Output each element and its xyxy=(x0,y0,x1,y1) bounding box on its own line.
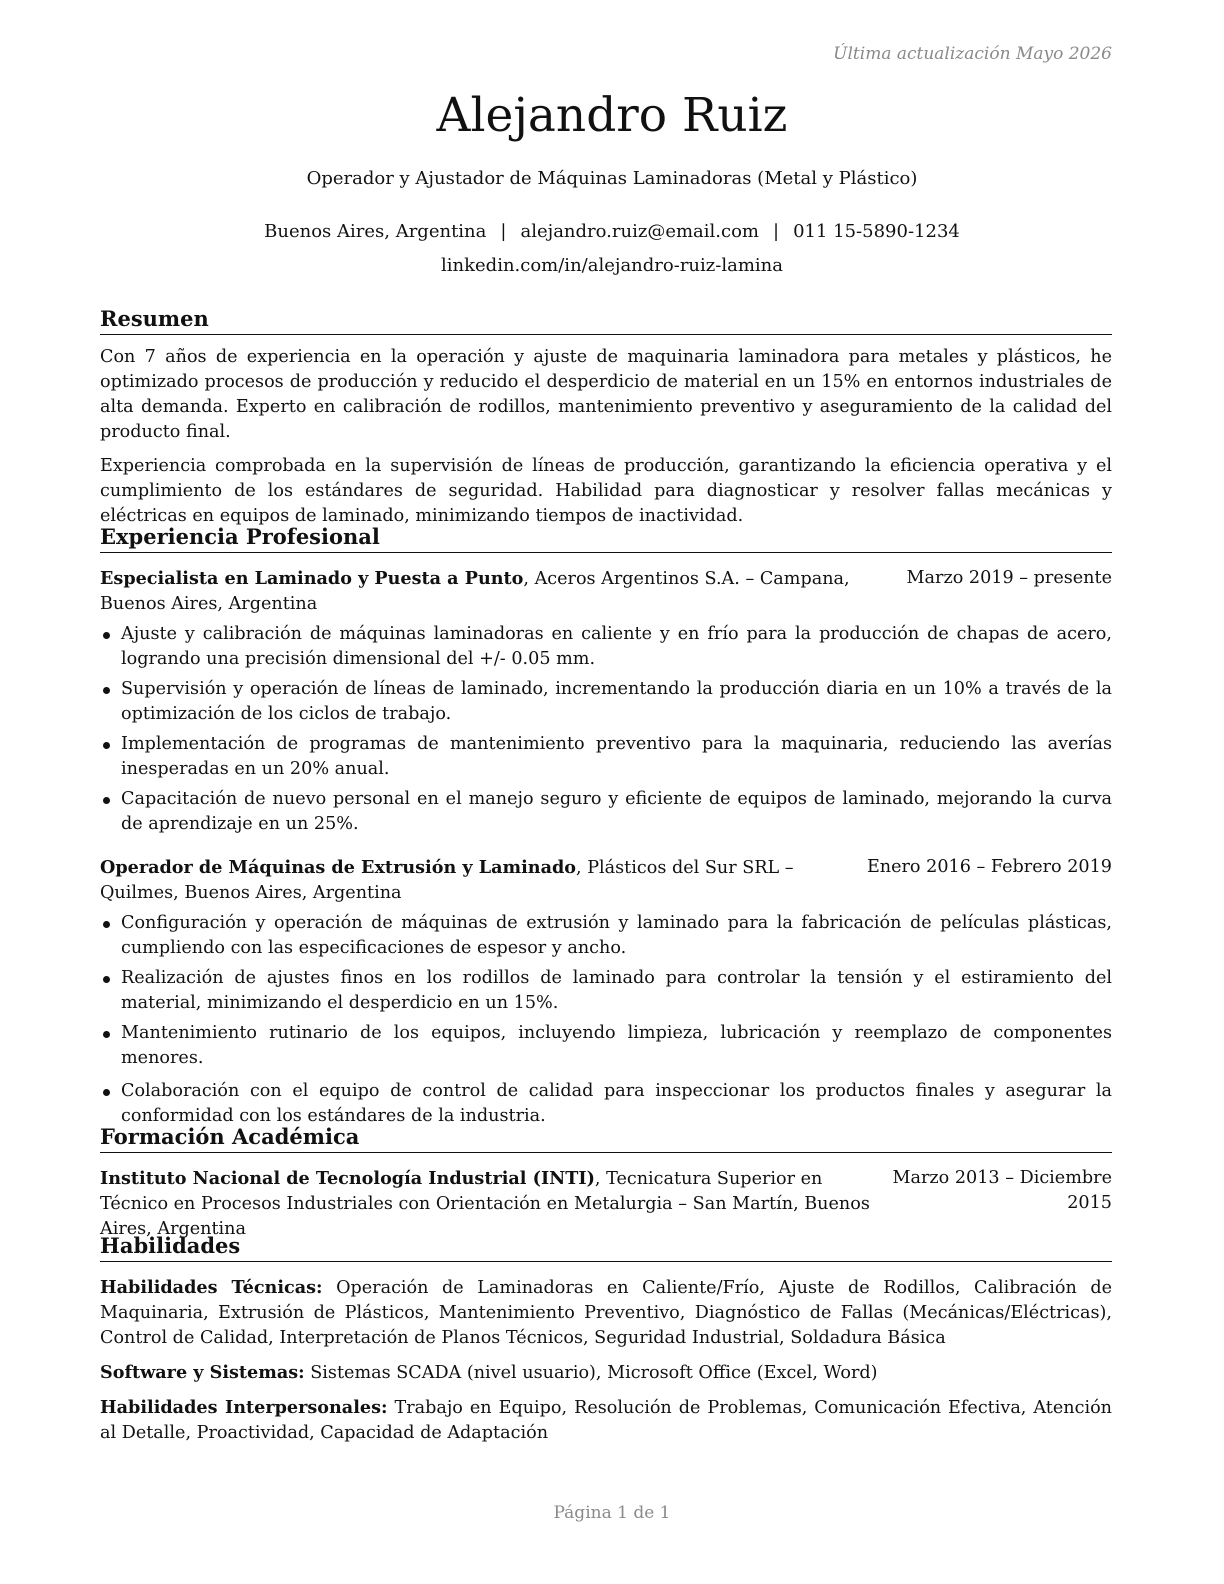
bullet-icon xyxy=(103,687,110,694)
list-item: Ajuste y calibración de máquinas laminadoras en caliente y en frío para la producción de chapas de acero, logrando una precisión dimensional del +/- 0.05 mm. xyxy=(100,622,1112,672)
education-section xyxy=(100,1123,1112,1242)
summary-section xyxy=(100,305,1112,529)
skill-group-text: Operación de Laminadoras en Caliente/Frío, Ajuste de Rodillos, Calibración de Maquinaria, Extrusión de Plásticos, Mantenimiento Preventivo, Diagnóstico de Fallas (Mecánicas/Eléctricas), Control de Calidad, Interpretación de Planos Técnicos, Seguridad Industrial, Soldadura Básica xyxy=(100,1278,1112,1348)
candidate-name: Alejandro Ruiz xyxy=(436,88,788,143)
bullet-icon xyxy=(103,797,110,804)
list-item: Configuración y operación de máquinas de extrusión y laminado para la fabricación de películas plásticas, cumpliendo con las especificaciones de espesor y ancho. xyxy=(100,911,1112,961)
linkedin-link[interactable]: linkedin.com/in/alejandro-ruiz-lamina xyxy=(441,255,783,276)
summary-paragraph: Con 7 años de experiencia en la operación y ajuste de maquinaria laminadora para metales y plásticos, he optimizado procesos de producción y reducido el desperdicio de material en un 15% en entornos industriales de alta demanda. Experto en calibración de rodillos, mantenimiento preventivo y aseguramiento de la calidad del producto final. xyxy=(100,347,1112,442)
job-bullets xyxy=(100,911,1112,1129)
job-company: , Plásticos del Sur SRL – Quilmes, Buenos Aires, Argentina xyxy=(100,858,794,903)
skill-group-label: Habilidades Técnicas: xyxy=(100,1277,323,1298)
job-header xyxy=(100,566,1112,617)
job-dates: Enero 2016 – Febrero 2019 xyxy=(866,857,1112,877)
list-item: Realización de ajustes finos en los rodillos de laminado para controlar la tensión y el estiramiento del material, minimizando el desperdicio en un 15%. xyxy=(100,966,1112,1016)
job-header xyxy=(100,855,1112,906)
bullet-icon xyxy=(103,921,110,928)
job-bullets xyxy=(100,622,1112,837)
list-item: Colaboración con el equipo de control de calidad para inspeccionar los productos finales y asegurar la conformidad con los estándares de la industria. xyxy=(100,1079,1112,1129)
last-updated: Última actualización Mayo 2026 xyxy=(833,44,1112,64)
summary-paragraph: Experiencia comprobada en la supervisión de líneas de producción, garantizando la eficiencia operativa y el cumplimiento de los estándares de seguridad. Habilidad para diagnosticar y resolver fallas mecánicas y eléctricas en equipos de laminado, minimizando tiempos de inactividad. xyxy=(100,456,1112,526)
job-role: Especialista en Laminado y Puesta a Punto xyxy=(100,568,524,589)
institution-name: Instituto Nacional de Tecnología Industrial (INTI) xyxy=(100,1168,595,1189)
skill-group xyxy=(100,1395,1112,1446)
skills-section xyxy=(100,1232,1112,1446)
education-entry xyxy=(100,1166,1112,1242)
bullet-icon xyxy=(103,1089,110,1096)
section-heading-education: Formación Académica xyxy=(100,1123,1112,1153)
job-entry xyxy=(100,855,1112,1129)
bullet-icon xyxy=(103,632,110,639)
section-heading-experience: Experiencia Profesional xyxy=(100,523,1112,553)
job-role: Operador de Máquinas de Extrusión y Laminado xyxy=(100,857,577,878)
job-title: Operador y Ajustador de Máquinas Laminadoras (Metal y Plástico) xyxy=(306,168,918,189)
degree-detail: , Tecnicatura Superior en Técnico en Procesos Industriales con Orientación en Metalurgia – San Martín, Buenos Aires, Argentina xyxy=(100,1169,870,1239)
job-company: , Aceros Argentinos S.A. – Campana, Buenos Aires, Argentina xyxy=(100,569,850,614)
list-item: Capacitación de nuevo personal en el manejo seguro y eficiente de equipos de laminado, mejorando la curva de aprendizaje en un 25%. xyxy=(100,787,1112,837)
skill-group xyxy=(100,1275,1112,1351)
list-item: Mantenimiento rutinario de los equipos, incluyendo limpieza, lubricación y reemplazo de componentes menores. xyxy=(100,1021,1112,1071)
section-heading-summary: Resumen xyxy=(100,305,1112,335)
bullet-icon xyxy=(103,742,110,749)
job-entry xyxy=(100,566,1112,837)
skill-group-label: Habilidades Interpersonales: xyxy=(100,1397,388,1418)
phone: 011 15-5890-1234 xyxy=(793,221,960,242)
list-item: Supervisión y operación de líneas de laminado, incrementando la producción diaria en un 10% a través de la optimización de los ciclos de trabajo. xyxy=(100,677,1112,727)
skill-group-text: Trabajo en Equipo, Resolución de Problemas, Comunicación Efectiva, Atención al Detalle, Proactividad, Capacidad de Adaptación xyxy=(100,1398,1112,1443)
list-item: Implementación de programas de mantenimiento preventivo para la maquinaria, reduciendo las averías inesperadas en un 20% anual. xyxy=(100,732,1112,782)
bullet-icon xyxy=(103,976,110,983)
skill-group-text: Sistemas SCADA (nivel usuario), Microsoft Office (Excel, Word) xyxy=(304,1363,878,1383)
section-heading-skills: Habilidades xyxy=(100,1232,1112,1262)
contact-line xyxy=(0,221,1224,242)
education-dates: Marzo 2013 – Diciembre 2015 xyxy=(892,1168,1112,1213)
bullet-icon xyxy=(103,1031,110,1038)
job-dates: Marzo 2019 – presente xyxy=(906,568,1112,588)
email-link[interactable]: alejandro.ruiz@email.com xyxy=(520,221,759,242)
page-number: Página 1 de 1 xyxy=(553,1503,671,1523)
separator: | xyxy=(500,221,507,242)
skill-group-label: Software y Sistemas: xyxy=(100,1362,305,1383)
location: Buenos Aires, Argentina xyxy=(264,221,487,242)
separator: | xyxy=(773,221,780,242)
skill-group xyxy=(100,1360,1112,1386)
experience-section xyxy=(100,523,1112,1129)
